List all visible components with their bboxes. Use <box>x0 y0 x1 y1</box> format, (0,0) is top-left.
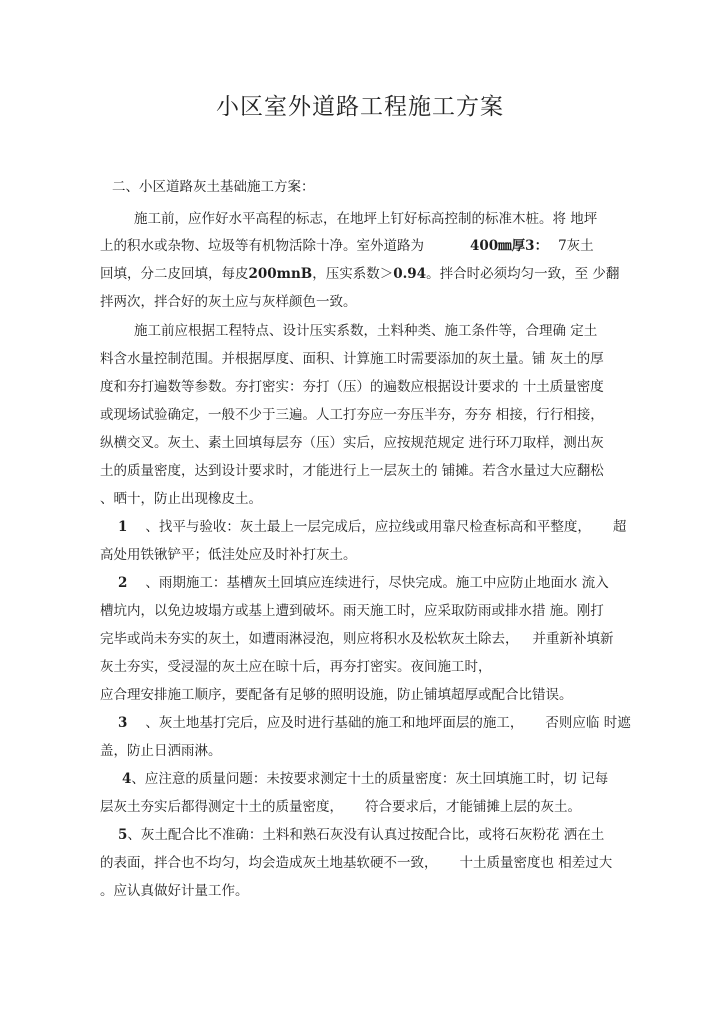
item-number: 1 <box>118 519 128 535</box>
text-line: 。应认真做好计量工作。 <box>100 883 249 899</box>
text-line: 上的积水或杂物、垃圾等有机物活除十净。室外道路为 400㎜厚3： 7灰土 <box>100 238 594 254</box>
text-line: 土的质量密度，达到设计要求时，才能进行上一层灰土的 铺摊。若含水量过大应翻松 <box>100 463 604 479</box>
text-line: 完毕或尚未夯实的灰土，如遭雨淋浸泡，则应将积水及松软灰土除去， 并重新补填新 <box>100 631 614 647</box>
text-line: 盖，防止日洒雨淋。 <box>100 743 222 759</box>
document-title: 小区室外道路工程施工方案 <box>216 94 504 120</box>
text-line: 层灰土夯实后都得测定十土的质量密度， 符合要求后，才能铺摊上层的灰土。 <box>100 799 581 815</box>
thickness-value: 400㎜厚3： <box>470 238 549 254</box>
text-line: 应合理安排施工顺序，要配备有足够的照明设施，防止铺填超厚或配合比错误。 <box>100 687 573 703</box>
text-line: 回填，分二皮回填，每皮200mnB，压实系数＞0.94。拌合时必须均匀一致，至 少翻 <box>100 266 620 282</box>
text-line: 高处用铁锹铲平；低洼处应及时补打灰土。 <box>100 547 357 563</box>
text-line: 槽坑内，以免边坡塌方或基上遭到破坏。雨天施工时，应采取防雨或排水措 施。刚打 <box>100 603 604 619</box>
text-line: 或现场试验确定，一般不少于三遍。人工打夯应一夯压半夯，夯夯 相接，行行相接， <box>100 407 604 423</box>
text-line: 的表面，拌合也不均匀，均会造成灰土地基软硬不一致， 十土质量密度也 相差过大 <box>100 855 613 871</box>
text-line: 施工前，应作好水平高程的标志，在地坪上钉好标高控制的标准木桩。将 地坪 <box>134 211 598 227</box>
text-line: 施工前应根据工程特点、设计压实系数，土料种类、施工条件等，合理确 定土 <box>134 323 598 339</box>
item-number: 3 <box>118 715 128 731</box>
lime-ratio: 7灰土 <box>558 238 594 254</box>
text-line: 拌两次，拌合好的灰土应与灰样颜色一致。 <box>100 294 357 310</box>
item-number: 5 <box>118 827 128 843</box>
item-number: 2 <box>118 575 128 591</box>
text-line: 料含水量控制范围。并根据厚度、面积、计算施工时需要添加的灰土量。铺 灰土的厚 <box>100 351 604 367</box>
list-item-1: 1 、找平与验收：灰土最上一层完成后，应拉线或用靠尺检查标高和平整度， 超 <box>118 519 627 535</box>
item-number: 4 <box>122 771 132 787</box>
text-line: 灰土夯实，受浸湿的灰土应在晾十后，再夯打密实。夜间施工时， <box>100 659 492 675</box>
layer-thickness: 200mnB <box>248 266 313 282</box>
section-heading: 二、小区道路灰土基础施工方案： <box>112 179 315 195</box>
text-line: 度和夯打遍数等参数。夯打密实：夯打（压）的遍数应根据设计要求的 十土质量密度 <box>100 379 604 395</box>
text-line: 纵横交叉。灰土、素土回填每层夯（压）实后，应按规范规定 进行环刀取样，测出灰 <box>100 435 604 451</box>
list-item-5: 5、灰土配合比不准确：土料和熟石灰没有认真过按配合比，或将石灰粉花 洒在土 <box>118 827 605 843</box>
text-line: 、晒十，防止出现橡皮土。 <box>100 491 262 507</box>
list-item-4: 4、应注意的质量问题：未按要求测定十土的质量密度：灰土回填施工时，切 记每 <box>122 771 609 787</box>
list-item-3: 3 、灰土地基打完后，应及时进行基础的施工和地坪面层的施工， 否则应临 时遮 <box>118 715 631 731</box>
list-item-2: 2 、雨期施工：基槽灰土回填应连续进行，尽快完成。施工中应防止地面水 流入 <box>118 575 609 591</box>
compaction-coefficient: 0.94 <box>393 266 427 282</box>
